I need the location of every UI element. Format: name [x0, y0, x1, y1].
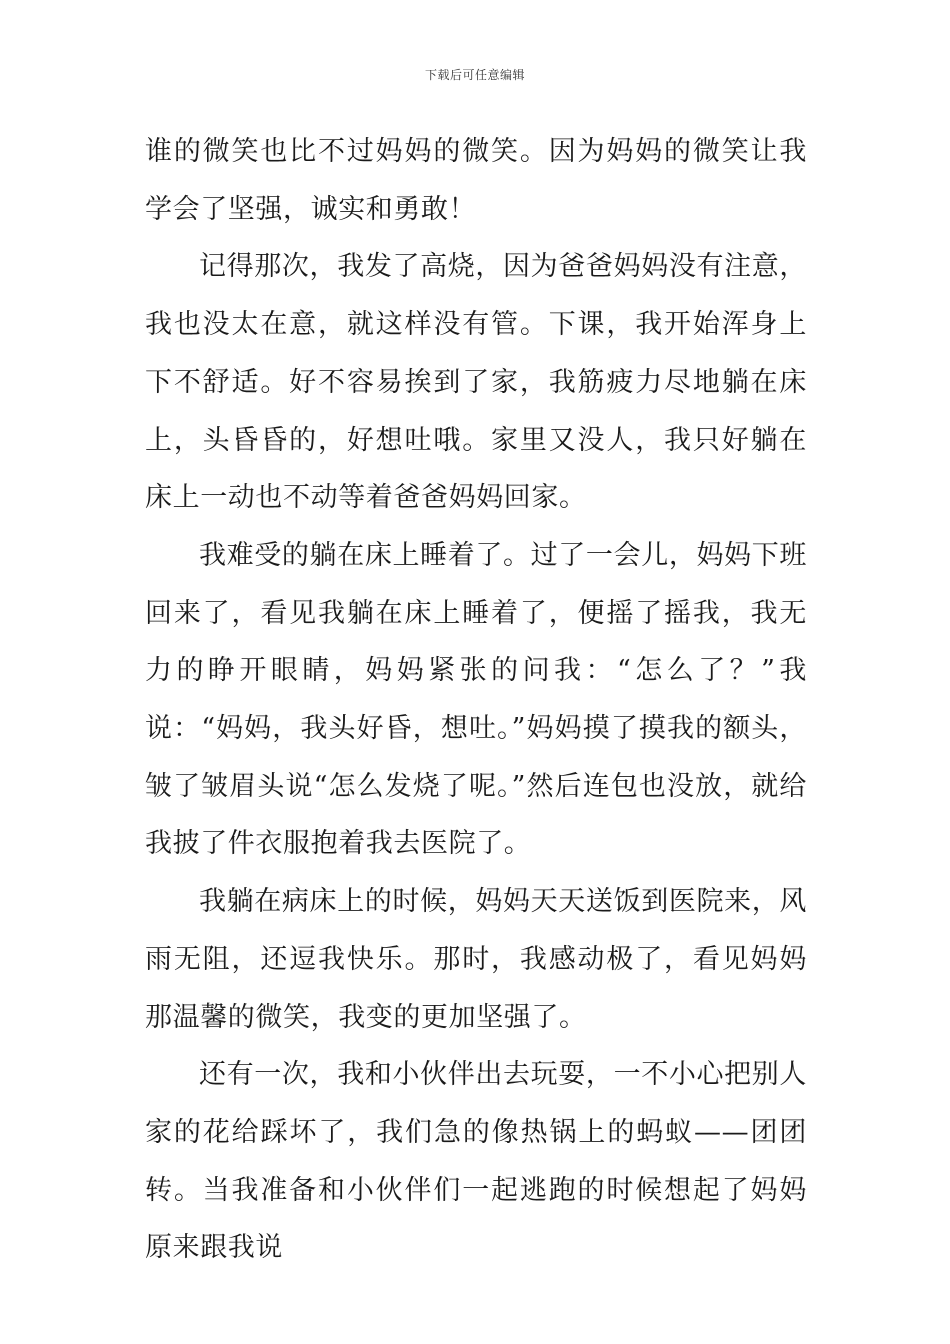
paragraph-1: 谁的微笑也比不过妈妈的微笑。因为妈妈的微笑让我学会了坚强，诚实和勇敢！ — [145, 136, 807, 225]
document-body — [145, 123, 807, 1277]
paragraph-4: 我躺在病床上的时候，妈妈天天送饭到医院来，风雨无阻，还逗我快乐。那时，我感动极了，看见妈妈那温馨的微笑，我变的更加坚强了。 — [145, 886, 807, 1033]
paragraph-2: 记得那次，我发了高烧，因为爸爸妈妈没有注意，我也没太在意，就这样没有管。下课，我开始浑身上下不舒适。好不容易挨到了家，我筋疲力尽地躺在床上，头昏昏的，好想吐哦。家里又没人，我只好躺在床上一动也不动等着爸爸妈妈回家。 — [145, 251, 807, 514]
paragraph-3: 我难受的躺在床上睡着了。过了一会儿，妈妈下班回来了，看见我躺在床上睡着了，便摇了摇我，我无力的睁开眼睛，妈妈紧张的问我：“怎么了？”我说：“妈妈，我头好昏，想吐。”妈妈摸了摸我的额头，皱了皱眉头说“怎么发烧了呢。”然后连包也没放，就给我披了件衣服抱着我去医院了。 — [145, 539, 807, 860]
paragraph-5: 还有一次，我和小伙伴出去玩耍，一不小心把别人家的花给踩坏了，我们急的像热锅上的蚂蚁——团团转。当我准备和小伙伴们一起逃跑的时候想起了妈妈原来跟我说 — [145, 1059, 807, 1264]
header-note: 下载后可任意编辑 — [424, 68, 525, 82]
